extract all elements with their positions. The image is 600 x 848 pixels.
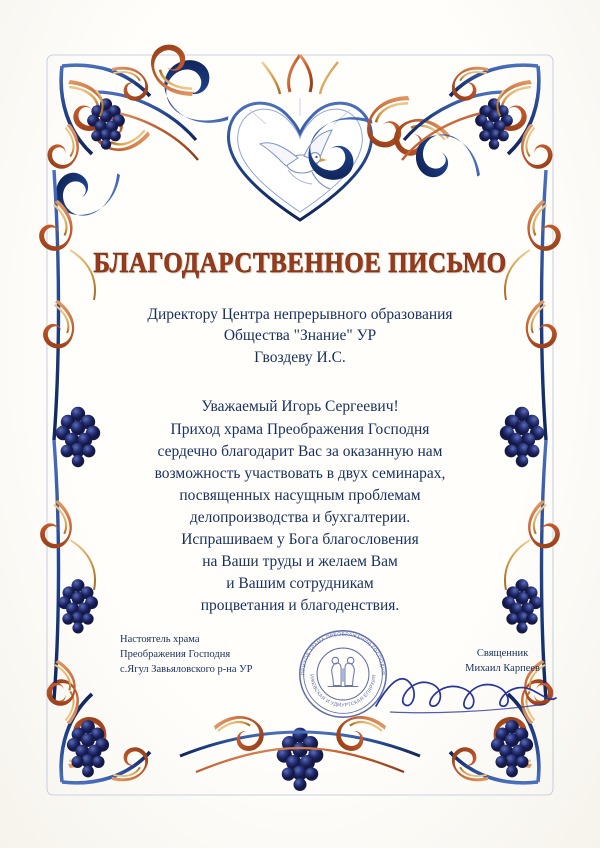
letter-text — [70, 419, 530, 617]
signature-zone — [70, 632, 540, 712]
signature-right-line: Священник — [476, 648, 529, 659]
signature-right-block — [465, 646, 540, 676]
letter-line: возможность участвовать в двух семинарах, — [154, 465, 446, 483]
stamp-bottom-text: ИЖЕВСКАЯ И УДМУРТСКАЯ ЕПАРХИЯ — [308, 674, 378, 709]
letter-line: делопроизводства и бухгалтерии. — [189, 509, 411, 527]
salutation: Уважаемый Игорь Сергеевич! — [201, 398, 399, 416]
letter-line: Испрашиваем у Бога благословения — [181, 531, 419, 549]
signature-left-line: Преображения Господня — [120, 649, 231, 661]
document-body — [70, 250, 530, 617]
signature-left-block — [120, 632, 252, 678]
addressee-line: Гвоздеву И.С. — [254, 348, 346, 366]
letter-line: Приход храма Преображения Господня — [170, 421, 430, 439]
stamp-top-text: ПРИХОД ХРАМА ПРЕОБРАЖЕНИЯ ГОСПОДНЯ — [300, 631, 386, 676]
letter-line: посвященных насущным проблемам — [179, 487, 421, 505]
signature-left-line: с.Ягул Завьяловского р-на УР — [120, 664, 253, 676]
addressee-line: Общества "Знание" УР — [223, 327, 377, 345]
addressee-block — [70, 304, 530, 368]
letter-line: и Вашим сотрудникам — [226, 575, 374, 593]
signature-right-line: Михаил Карпеев — [465, 663, 540, 675]
addressee-line: Директору Центра непрерывного образования — [147, 306, 453, 323]
page-title: БЛАГОДАРСТВЕННОЕ ПИСЬМО — [93, 248, 507, 279]
signature-left-line: Настоятель храма — [120, 634, 200, 645]
letter-line: сердечно благодарит Вас за оказанную нам — [157, 443, 443, 461]
letter-line: процветания и благоденствия. — [200, 597, 400, 615]
letter-line: на Ваши труды и желаем Вам — [202, 553, 398, 571]
